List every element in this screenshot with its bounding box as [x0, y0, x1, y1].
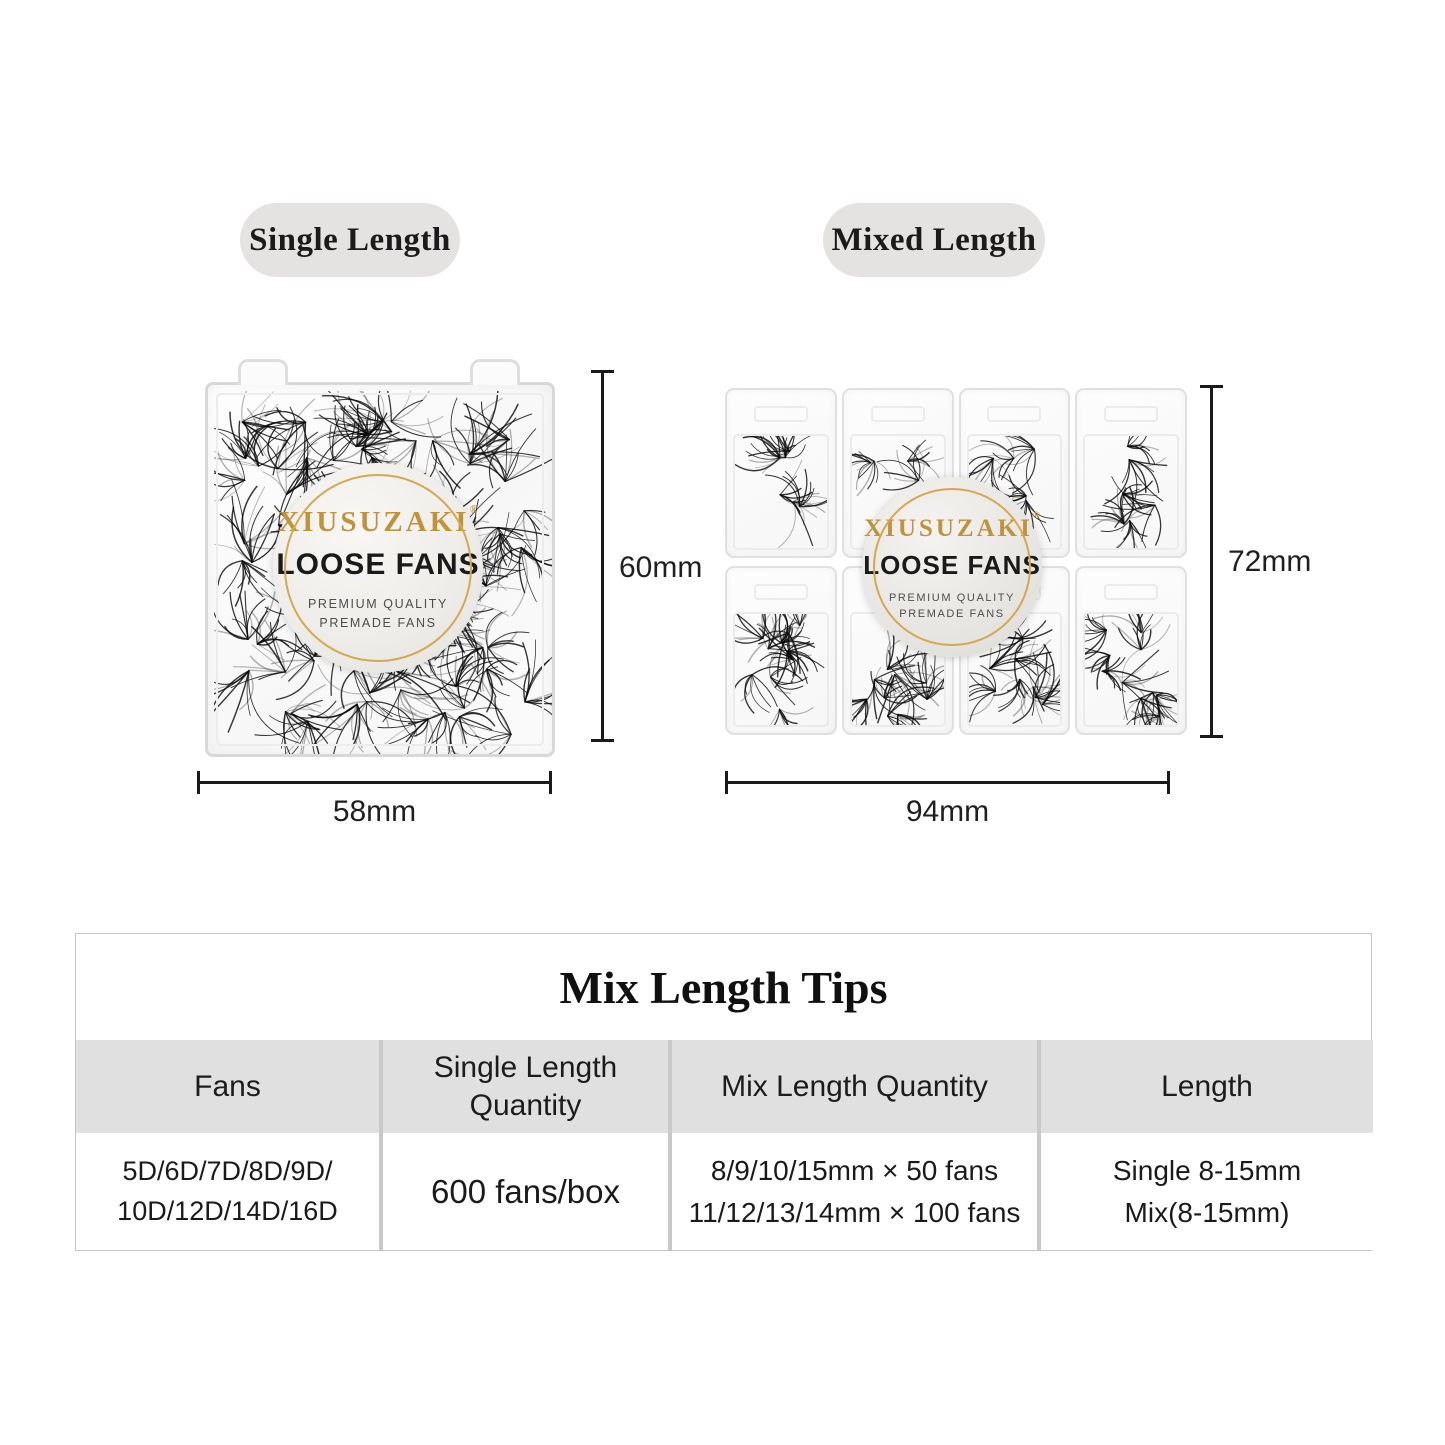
compartment-lid-tab [871, 406, 925, 422]
width-dimension-line-mixed [725, 781, 1170, 784]
badge-single-length [240, 203, 460, 277]
compartment-lid-tab [987, 406, 1041, 422]
compartment [1075, 388, 1187, 558]
badge-single-length-text: Single Length [249, 221, 451, 258]
length-line2: Mix(8-15mm) [1124, 1196, 1290, 1228]
header-cell-fans: Fans [76, 1040, 379, 1133]
compartment-cavity [733, 612, 829, 728]
registered-mark: ® [469, 504, 478, 517]
header-cell-length: Length [1037, 1040, 1373, 1133]
product-title: LOOSE FANS [276, 548, 480, 582]
cell-fans [76, 1133, 379, 1250]
cell-length [1037, 1133, 1373, 1250]
table-body-row [76, 1133, 1371, 1250]
compartment-lid-tab [1104, 406, 1158, 422]
lashes-graphic [1085, 436, 1177, 548]
brand-name-text: XIUSUZAKI [278, 506, 470, 539]
header-cell-single-length-quantity: Single Length Quantity [379, 1040, 668, 1133]
tagline-line1: PREMIUM QUALITY [888, 591, 1016, 604]
header-cell-mix-length-quantity: Mix Length Quantity [668, 1040, 1037, 1133]
compartment-lid-tab [754, 406, 808, 422]
brand-name-text: XIUSUZAKI [864, 514, 1033, 542]
lashes-graphic [735, 436, 827, 548]
height-dimension-line-mixed [1210, 385, 1213, 738]
fans-line1: 5D/6D/7D/8D/9D/ [122, 1156, 333, 1187]
height-dimension-label-single: 60mm [619, 551, 703, 584]
compartment-lid-tab [754, 584, 808, 600]
compartment-lid-tab [1104, 584, 1158, 600]
length-line1: Single 8-15mm [1112, 1154, 1302, 1186]
product-title: LOOSE FANS [863, 549, 1041, 580]
brand-name [864, 512, 1040, 541]
cell-single-quantity [379, 1133, 668, 1250]
compartment [1075, 566, 1187, 736]
table-title: Mix Length Tips [559, 961, 888, 1013]
box-hinge-left [238, 359, 288, 385]
badge-mixed-length [823, 203, 1045, 277]
height-dimension-label-mixed: 72mm [1228, 545, 1312, 578]
tagline-line1: PREMIUM QUALITY [308, 597, 448, 612]
compartment [725, 388, 837, 558]
tagline-line2: PREMADE FANS [319, 616, 437, 630]
compartment [725, 566, 837, 736]
box-hinge-right [470, 359, 520, 385]
mix-quantity-line1: 8/9/10/15mm × 50 fans [710, 1154, 999, 1186]
table-header-row [76, 1040, 1371, 1133]
mix-length-tips-table [75, 933, 1372, 1251]
brand-label-mixed [862, 477, 1042, 657]
single-quantity-text: 600 fans/box [431, 1172, 620, 1210]
height-dimension-line-single [601, 370, 604, 742]
cell-mix-quantity [668, 1133, 1037, 1250]
lashes-graphic [735, 614, 827, 726]
lashes-graphic [1085, 614, 1177, 726]
registered-mark: ® [1032, 510, 1040, 521]
brand-label-single [273, 463, 483, 673]
compartment-cavity [1083, 434, 1179, 550]
mix-quantity-line2: 11/12/13/14mm × 100 fans [688, 1196, 1021, 1228]
width-dimension-line-single [197, 781, 552, 784]
width-dimension-label-single: 58mm [332, 795, 417, 828]
brand-name [278, 505, 478, 537]
compartment-cavity [733, 434, 829, 550]
tagline-line2: PREMADE FANS [899, 608, 1005, 620]
badge-mixed-length-text: Mixed Length [831, 221, 1037, 258]
width-dimension-label-mixed: 94mm [905, 795, 990, 828]
compartment-cavity [1083, 612, 1179, 728]
label-tagline [889, 590, 1015, 623]
label-tagline [308, 595, 448, 633]
fans-line2: 10D/12D/14D/16D [117, 1195, 338, 1226]
